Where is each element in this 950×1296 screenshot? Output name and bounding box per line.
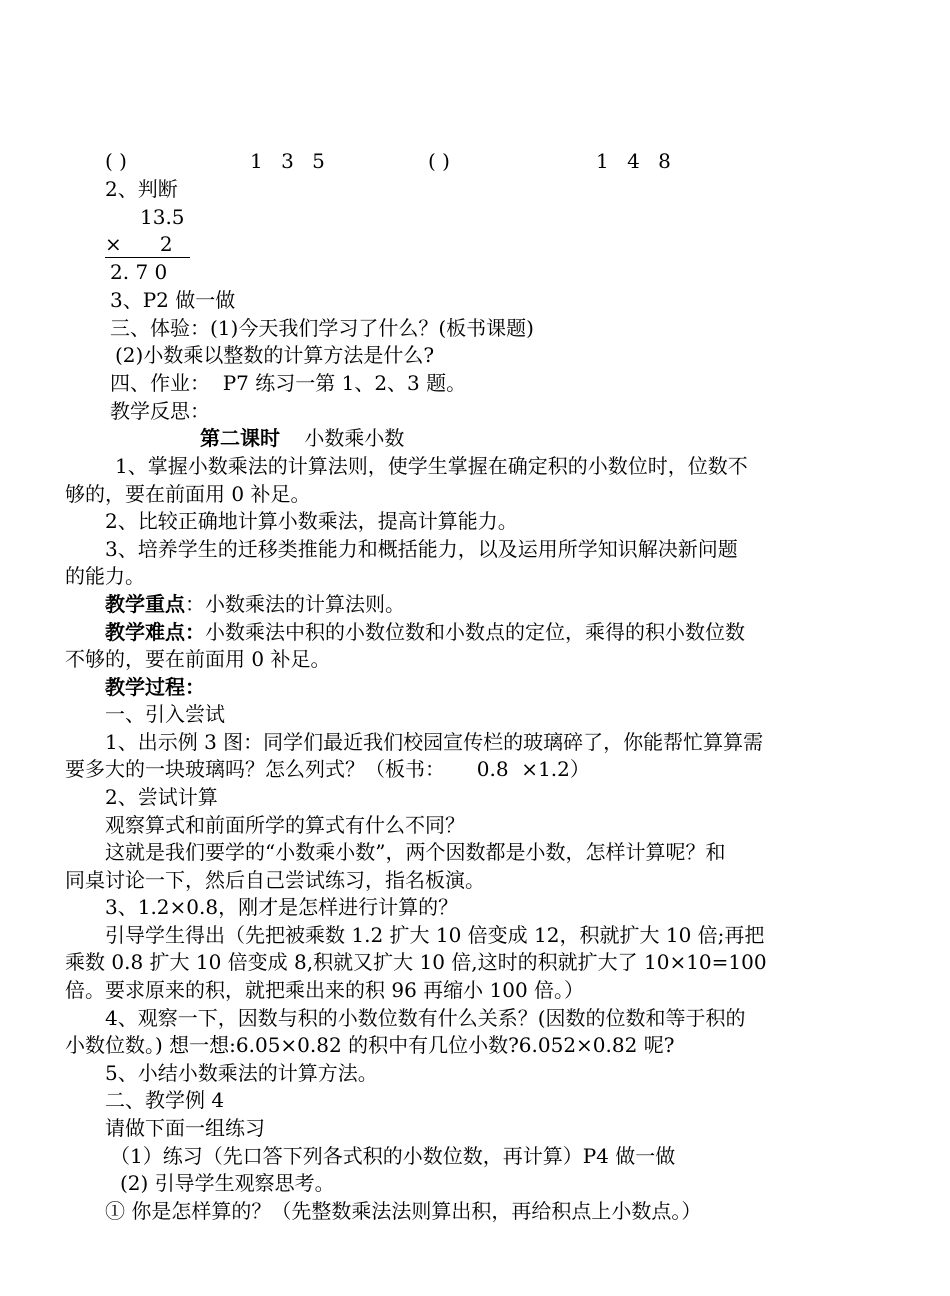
goal-1-cont: 够的，要在前面用 0 补足。 xyxy=(65,482,311,506)
step4-line: 4、观察一下，因数与积的小数位数有什么关系？(因数的位数和等于积的 xyxy=(105,1006,746,1030)
lesson-heading-title: 小数乘小数 xyxy=(304,426,405,450)
blank-paren-b: ( ) xyxy=(428,149,450,173)
process-label: 教学过程： xyxy=(105,675,205,699)
guide-line-2: 乘数 0.8 扩大 10 倍变成 8,积就又扩大 10 倍,这时的积就扩大了 10×10=100 xyxy=(65,950,767,974)
exercise-intro: 请做下面一组练习 xyxy=(105,1116,265,1140)
difficulty xyxy=(105,618,745,646)
key-point-label: 教学重点 xyxy=(105,592,185,616)
key-point xyxy=(105,590,405,618)
question-1: ① 你是怎样算的？（先整数乘法法则算出积，再给积点上小数点。） xyxy=(105,1199,702,1223)
guide-line-3: 倍。要求原来的积，就把乘出来的积 96 再缩小 100 倍。） xyxy=(65,978,585,1002)
key-point-text: ：小数乘法的计算法则。 xyxy=(185,592,405,616)
section-intro: 一、引入尝试 xyxy=(105,702,225,726)
difficulty-text: 小数乘法中积的小数位数和小数点的定位，乘得的积小数位数 xyxy=(205,620,745,644)
step4-cont: 小数位数。) 想一想:6.05×0.82 的积中有几位小数?6.052×0.82 呢? xyxy=(65,1033,675,1057)
try-calc: 2、尝试计算 xyxy=(105,785,218,809)
lesson-heading xyxy=(200,424,404,452)
experience-line: 三、体验：(1)今天我们学习了什么？(板书课题) xyxy=(110,316,534,340)
step3-line: 3、1.2×0.8，刚才是怎样进行计算的？ xyxy=(105,895,459,919)
lesson-heading-bold: 第二课时 xyxy=(200,426,280,450)
blank-paren-a: ( ) xyxy=(105,149,127,173)
exercise-2: (2) 引导学生观察思考。 xyxy=(120,1171,335,1195)
guide-line: 引导学生得出（先把被乘数 1.2 扩大 10 倍变成 12，积就扩大 10 倍;再把 xyxy=(105,923,765,947)
goal-1: 1、掌握小数乘法的计算法则，使学生掌握在确定积的小数位时，位数不 xyxy=(115,454,748,478)
practice-line: 3、P2 做一做 xyxy=(110,288,236,312)
difficulty-cont: 不够的，要在前面用 0 补足。 xyxy=(65,647,331,671)
goal-2: 2、比较正确地计算小数乘法，提高计算能力。 xyxy=(105,509,518,533)
goal-3-cont: 的能力。 xyxy=(65,564,145,588)
judge-title: 2、判断 xyxy=(105,177,178,201)
experience-line-2: (2)小数乘以整数的计算方法是什么? xyxy=(115,343,435,367)
observe-line: 观察算式和前面所学的算式有什么不同？ xyxy=(105,813,465,837)
judge-multiplier: × 2 xyxy=(105,232,173,256)
number-148: 1 4 8 xyxy=(596,149,677,173)
judge-product: 2. 7 0 xyxy=(110,260,168,284)
step5-line: 5、小结小数乘法的计算方法。 xyxy=(105,1061,378,1085)
reflection-label: 教学反思： xyxy=(110,399,210,423)
homework-line: 四、作业： P7 练习一第 1、2、3 题。 xyxy=(110,371,467,395)
example3-cont: 要多大的一块玻璃吗？怎么列式？（板书： 0.8 ×1.2） xyxy=(65,757,590,781)
number-135: 1 3 5 xyxy=(250,149,331,173)
decimal-times-decimal-cont: 同桌讨论一下，然后自己尝试练习，指名板演。 xyxy=(65,868,485,892)
judge-multiplicand: 13.5 xyxy=(140,205,185,229)
goal-3: 3、培养学生的迁移类推能力和概括能力，以及运用所学知识解决新问题 xyxy=(105,537,738,561)
decimal-times-decimal: 这就是我们要学的“小数乘小数”，两个因数都是小数，怎样计算呢？和 xyxy=(105,840,726,864)
example3-line: 1、出示例 3 图：同学们最近我们校园宣传栏的玻璃碎了，你能帮忙算算需 xyxy=(105,730,764,754)
exercise-1: （1）练习（先口答下列各式积的小数位数，再计算）P4 做一做 xyxy=(110,1144,676,1168)
section-example4: 二、教学例 4 xyxy=(105,1088,225,1112)
difficulty-label: 教学难点： xyxy=(105,620,205,644)
